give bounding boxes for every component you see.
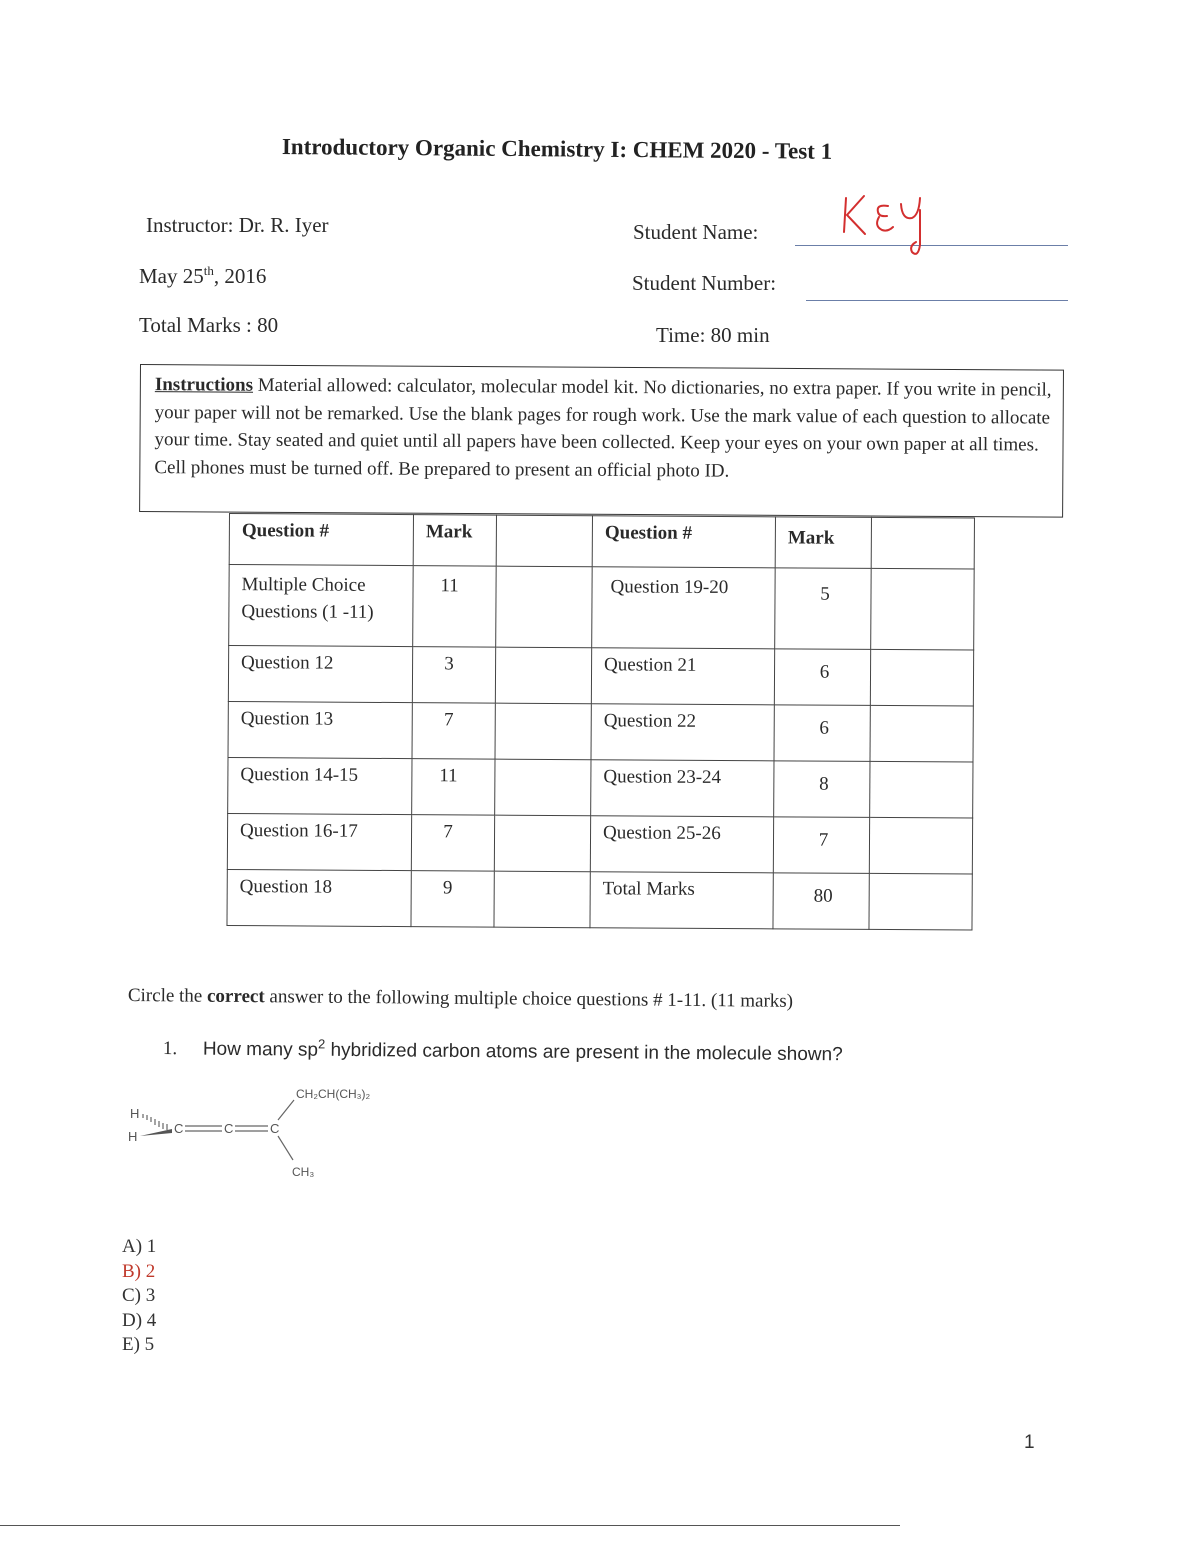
choice-b-selected[interactable]: B) 2 <box>122 1260 156 1282</box>
answer-choices <box>122 1235 156 1358</box>
row-left-question: Question 13 <box>228 701 412 758</box>
mcq-instructions <box>128 985 793 1013</box>
question-text-sup: 2 <box>317 1036 326 1052</box>
atom-c1: C <box>174 1121 184 1136</box>
choice-c[interactable]: C) 3 <box>122 1285 156 1306</box>
date-day: May 25 <box>139 264 204 288</box>
marks-table <box>226 513 975 931</box>
atom-c2: C <box>224 1121 234 1136</box>
row-right-question: Question 19-20 <box>592 567 775 649</box>
row-right-mark: 7 <box>773 817 869 874</box>
table-row <box>229 565 974 651</box>
mcq-instructions-pre: Circle the <box>127 985 208 1007</box>
row-right-mark: 5 <box>775 568 871 650</box>
header-question-right: Question # <box>592 516 775 568</box>
row-left-question: Question 16-17 <box>227 813 411 870</box>
instructor-line: Instructor: Dr. R. Iyer <box>146 213 329 237</box>
choice-a[interactable]: A) 1 <box>122 1236 157 1257</box>
row-right-score <box>871 568 974 650</box>
table-row <box>228 701 973 762</box>
exam-title: Introductory Organic Chemistry I: CHEM 2020 - Test 1 <box>281 134 833 164</box>
table-row <box>227 869 972 930</box>
header-mark-right: Mark <box>775 517 871 569</box>
row-right-score <box>869 873 972 930</box>
table-row <box>228 757 973 818</box>
row-right-question: Total Marks <box>590 872 773 929</box>
date-superscript: th <box>203 263 214 278</box>
row-right-mark: 8 <box>774 761 870 818</box>
row-left-mark: 11 <box>412 759 495 816</box>
row-left-question: Question 14-15 <box>228 757 412 814</box>
question-text-post: hybridized carbon atoms are present in the molecule shown? <box>325 1039 843 1066</box>
page-number: 1 <box>1024 1432 1035 1453</box>
atom-h-bottom: H <box>128 1129 138 1144</box>
header-blank-right <box>871 517 974 569</box>
header-question-left: Question # <box>229 514 413 566</box>
row-right-question: Question 22 <box>591 704 774 761</box>
row-left-score <box>494 871 590 928</box>
row-right-score <box>870 761 973 818</box>
header-blank-left <box>496 515 592 567</box>
row-left-question: Multiple Choice Questions (1 -11) <box>229 565 413 647</box>
scan-edge-line <box>0 1525 900 1526</box>
instructions-box <box>139 364 1064 518</box>
choice-d[interactable]: D) 4 <box>122 1309 157 1331</box>
table-row <box>228 646 973 707</box>
row-left-score <box>496 566 592 648</box>
row-left-score <box>494 815 590 872</box>
instructions-text: Material allowed: calculator, molecular model kit. No dictionaries, no extra paper. If you write in pencil, your paper will not be remarked. Use the blank pages for rough work. Use the mark value of each question to allocate your time. Stay seated and quiet until all papers have been collected. Keep your eyes on your own paper at all times. Cell phones must be turned off. Be prepared to present an official photo ID. <box>154 374 1052 482</box>
row-left-score <box>495 759 591 816</box>
row-left-question: Question 18 <box>227 869 411 926</box>
row-right-mark: 6 <box>774 649 870 706</box>
instructions-label: Instructions <box>154 374 254 396</box>
row-right-mark: 80 <box>773 873 869 930</box>
time-allowed: Time: 80 min <box>656 323 770 347</box>
table-row <box>227 813 972 874</box>
choice-e[interactable]: E) 5 <box>122 1334 155 1355</box>
row-left-question: Question 12 <box>228 646 412 703</box>
row-right-score <box>870 649 973 706</box>
mcq-instructions-bold: correct <box>206 985 265 1008</box>
date-year: , 2016 <box>213 264 267 288</box>
row-left-mark: 7 <box>412 703 495 760</box>
substituent-methyl: CH₃ <box>292 1165 315 1179</box>
row-left-score <box>495 703 591 760</box>
row-left-score <box>495 647 591 704</box>
row-left-mark: 9 <box>411 871 494 928</box>
row-left-mark: 3 <box>412 647 495 704</box>
row-right-mark: 6 <box>774 705 870 762</box>
row-right-score <box>870 705 973 762</box>
row-right-score <box>869 817 972 874</box>
handwritten-key-mark <box>838 190 938 260</box>
header-mark-left: Mark <box>413 515 496 567</box>
row-right-question: Question 25-26 <box>590 816 773 873</box>
student-number-label: Student Number: <box>632 271 777 295</box>
question-text-pre: How many sp <box>202 1038 319 1061</box>
atom-c3: C <box>270 1121 280 1136</box>
total-marks: Total Marks : 80 <box>139 313 279 337</box>
mcq-instructions-post: answer to the following multiple choice questions # 1-11. (11 marks) <box>264 986 794 1012</box>
student-number-underline <box>806 300 1068 301</box>
substituent-isobutyl: CH₂CH(CH₃)₂ <box>296 1087 371 1101</box>
row-left-mark: 7 <box>411 815 494 872</box>
exam-date <box>139 263 266 289</box>
student-name-label: Student Name: <box>633 220 759 244</box>
row-right-question: Question 23-24 <box>591 760 774 817</box>
question-number: 1. <box>162 1038 178 1060</box>
row-left-mark: 11 <box>413 566 496 648</box>
atom-h-top: H <box>130 1106 140 1121</box>
allene-molecule-diagram <box>118 1080 438 1190</box>
row-right-question: Question 21 <box>591 648 774 705</box>
question-1 <box>163 1035 843 1066</box>
